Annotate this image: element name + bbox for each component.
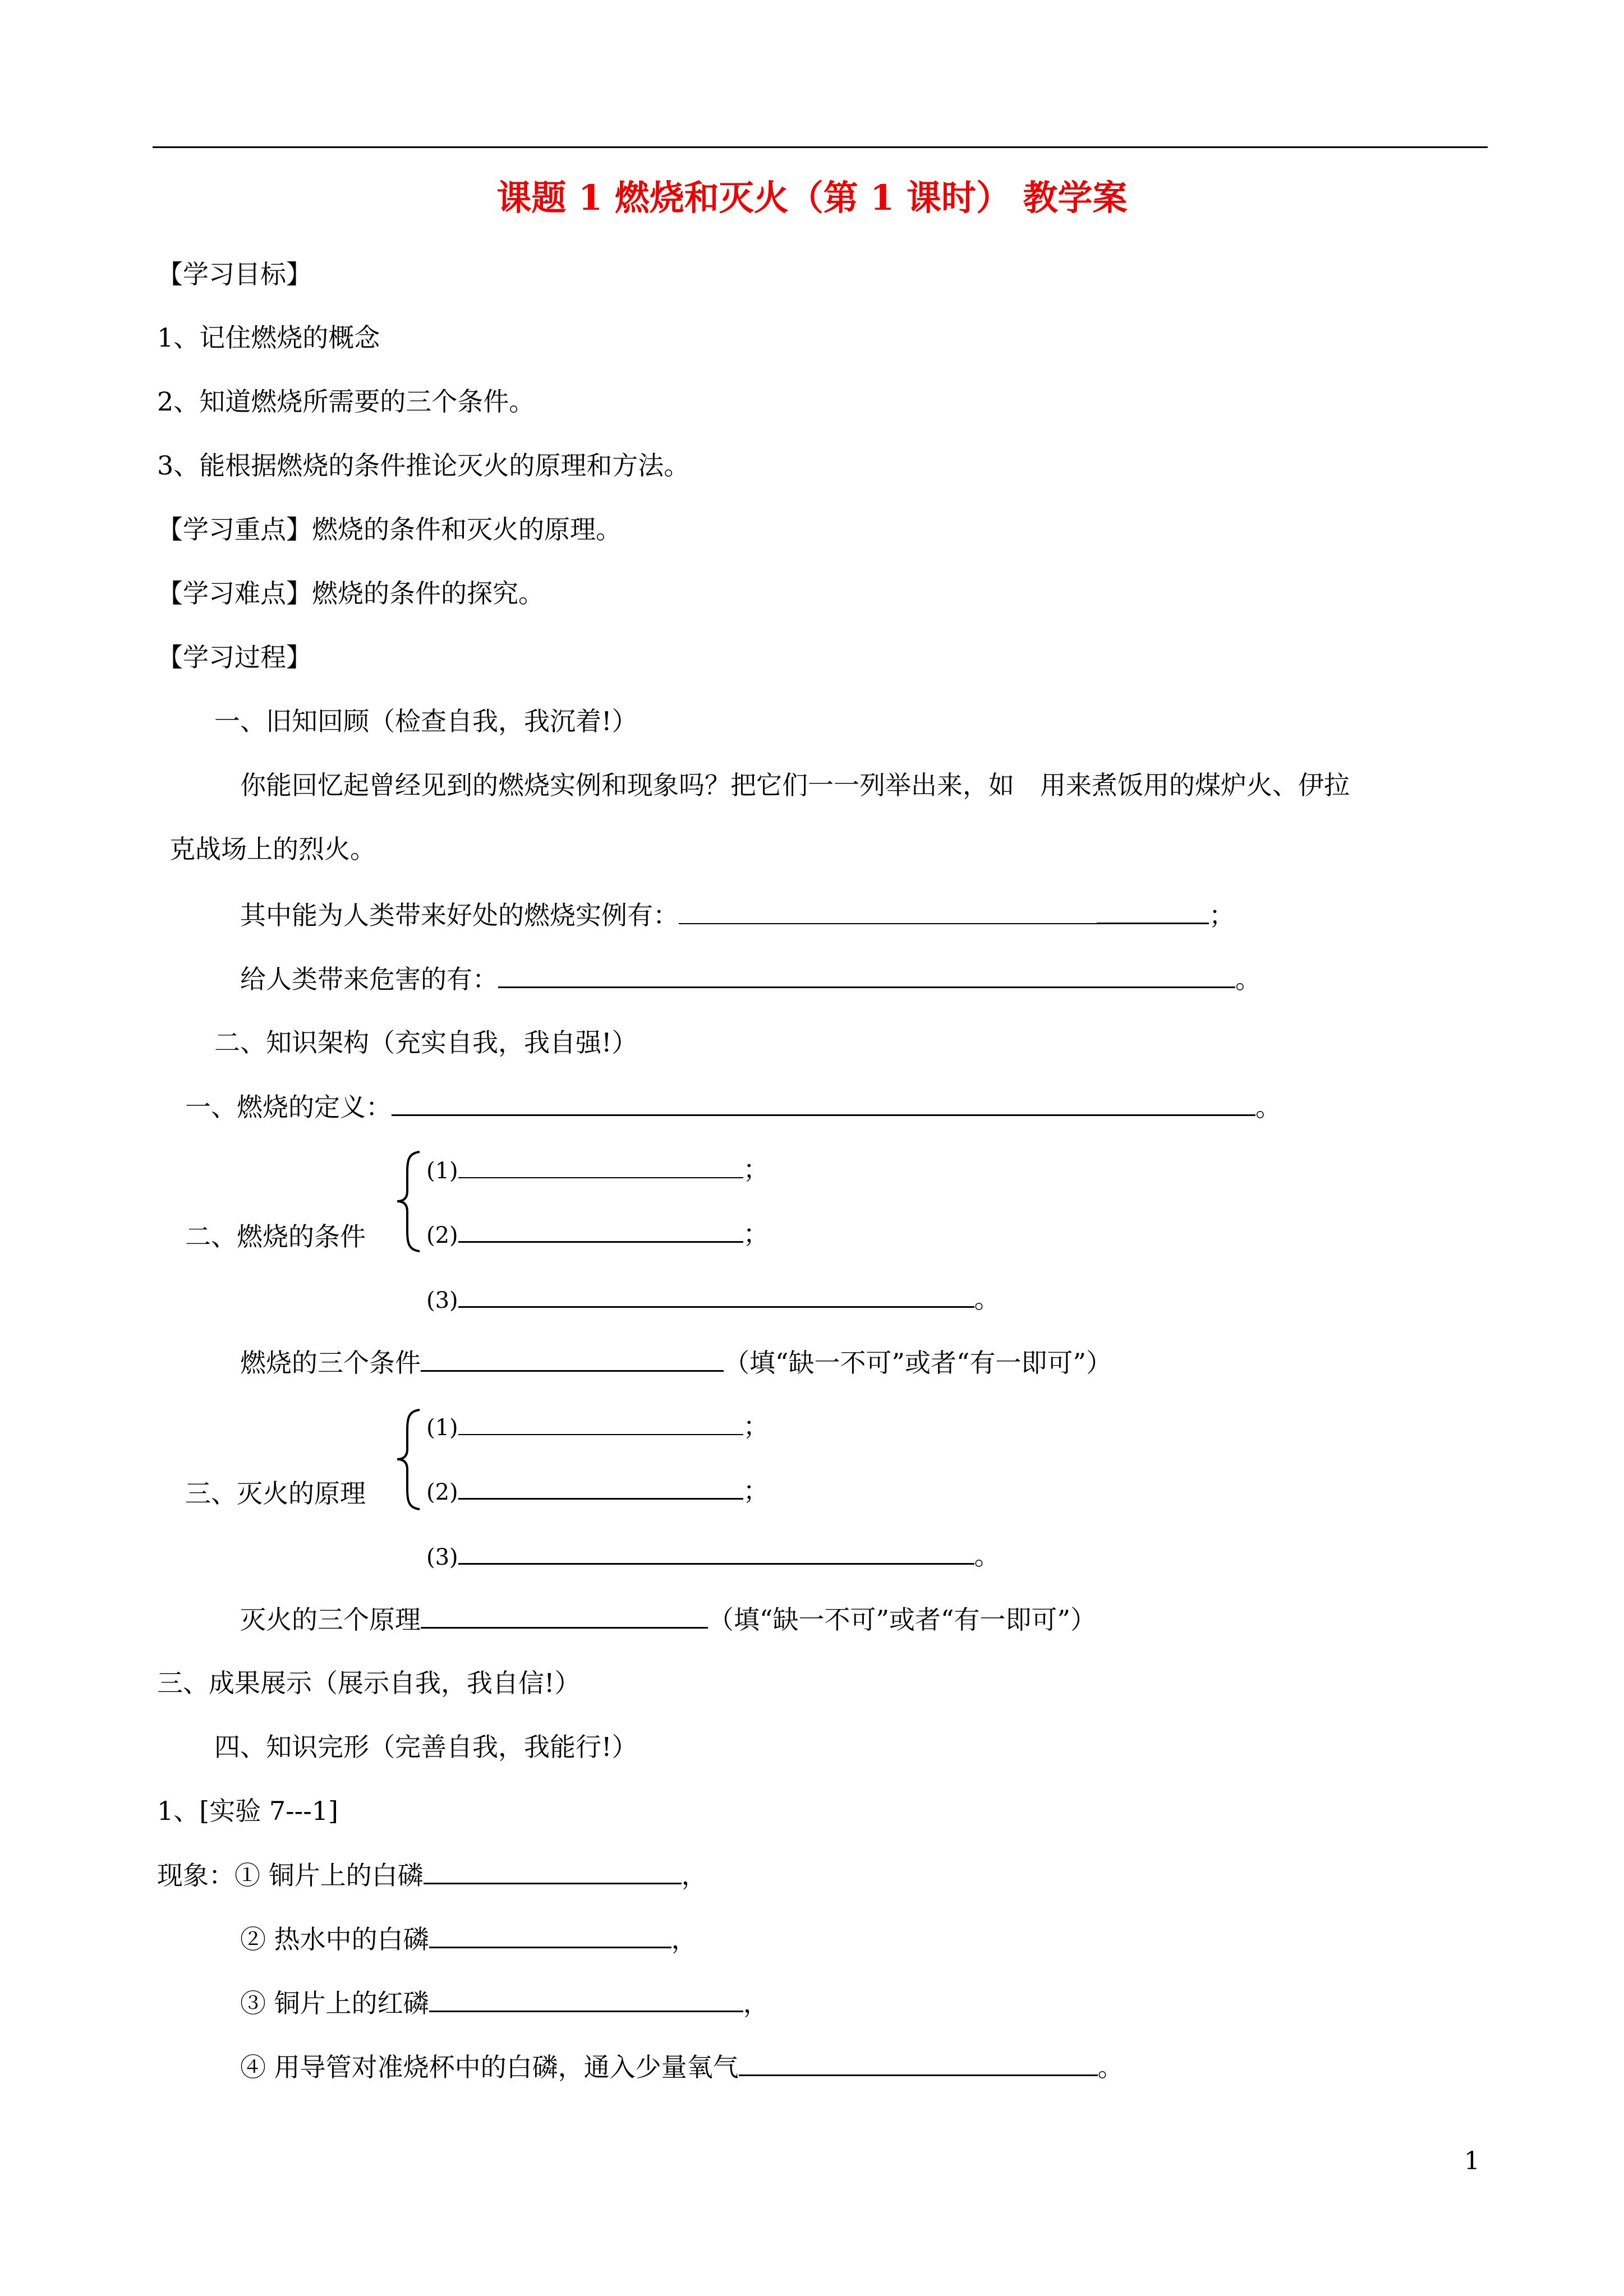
extinguish-brace (393, 1408, 426, 1511)
condition-item-2 (426, 1216, 769, 1252)
condition-num: (3) (426, 1288, 458, 1313)
phenomenon-4-answer-blank[interactable] (739, 2050, 1098, 2076)
review-heading: 一、旧知回顾（检查自我，我沉着!） (214, 706, 638, 736)
extinguish-end: ； (743, 1476, 769, 1506)
extinguish-end: ； (743, 1411, 769, 1441)
showcase-heading: 三、成果展示（展示自我，我自信!） (157, 1668, 581, 1698)
phenomenon-line-3 (240, 1986, 769, 2020)
phenomenon-1-answer-blank[interactable] (424, 1858, 682, 1884)
beneficial-label: 其中能为人类带来好处的燃烧实例有： (240, 900, 679, 930)
definition-end: 。 (1255, 1092, 1281, 1122)
phenomenon-line-2 (240, 1922, 697, 1956)
phenomenon-end: ， (681, 1860, 707, 1891)
condition-2-answer-blank[interactable] (458, 1216, 743, 1243)
extinguish-item-2 (426, 1473, 769, 1509)
condition-end: ； (743, 1154, 769, 1184)
objective-item: 1、记住燃烧的概念 (157, 322, 380, 353)
condition-end: ； (743, 1219, 769, 1249)
condition-item-3 (426, 1281, 1000, 1317)
phenomenon-end: ， (671, 1924, 697, 1954)
phenomenon-line-4 (240, 2050, 1124, 2084)
phenomenon-item-text: ② 热水中的白磷 (240, 1924, 429, 1954)
extinguish-num: (1) (426, 1415, 458, 1441)
condition-item-1 (426, 1152, 769, 1188)
conditions-label: 二、燃烧的条件 (185, 1221, 366, 1252)
conditions-summary-label: 燃烧的三个条件 (240, 1348, 421, 1378)
conditions-summary-blank[interactable] (421, 1345, 724, 1372)
harmful-line (240, 962, 1261, 996)
extinguish-summary-blank[interactable] (421, 1602, 708, 1629)
condition-3-answer-blank[interactable] (458, 1281, 974, 1308)
condition-end: 。 (974, 1284, 1000, 1314)
definition-line (185, 1090, 1281, 1124)
definition-answer-blank[interactable] (392, 1090, 1255, 1116)
extinguish-summary-note: （填“缺一不可”或者“有一即可”） (708, 1605, 1097, 1635)
phenomenon-label: 现象： (157, 1860, 234, 1891)
key-point: 【学习重点】燃烧的条件和灭火的原理。 (157, 514, 622, 545)
review-paragraph-line1: 你能回忆起曾经见到的燃烧实例和现象吗？把它们一一列举出来，如 用来煮饭用的煤炉火、伊拉 (240, 770, 1350, 800)
difficulty: 【学习难点】燃烧的条件的探究。 (157, 578, 544, 608)
extinguish-num: (2) (426, 1479, 458, 1505)
condition-1-answer-blank[interactable] (458, 1152, 743, 1178)
beneficial-end: ； (1209, 900, 1235, 930)
beneficial-line (240, 898, 1235, 932)
extinguish-item-1 (426, 1409, 769, 1445)
objective-item: 3、能根据燃烧的条件推论灭火的原理和方法。 (157, 450, 690, 481)
extinguish-3-answer-blank[interactable] (458, 1538, 974, 1565)
conditions-brace (393, 1150, 426, 1253)
harmful-end: 。 (1235, 964, 1261, 994)
phenomenon-item-text: ④ 用导管对准烧杯中的白磷，通入少量氧气 (240, 2052, 739, 2082)
phenomenon-item-text: ③ 铜片上的红磷 (240, 1988, 429, 2018)
extinguish-1-answer-blank[interactable] (458, 1409, 743, 1435)
experiment-label: 1、[实验 7---1] (157, 1796, 338, 1826)
extinguish-item-3 (426, 1538, 1000, 1574)
page-number: 1 (1464, 2147, 1480, 2175)
completion-heading: 四、知识完形（完善自我，我能行!） (214, 1732, 638, 1762)
framework-heading: 二、知识架构（充实自我，我自强!） (214, 1027, 638, 1058)
objectives-heading: 【学习目标】 (157, 259, 312, 289)
extinguish-end: 。 (974, 1541, 1000, 1571)
phenomenon-3-answer-blank[interactable] (429, 1986, 743, 2012)
extinguish-num: (3) (426, 1545, 458, 1570)
harmful-answer-blank[interactable] (498, 962, 1235, 988)
phenomenon-end: 。 (1097, 2052, 1124, 2082)
review-paragraph-line2: 克战场上的烈火。 (169, 834, 376, 864)
extinguish-label: 三、灭火的原理 (185, 1478, 366, 1509)
harmful-label: 给人类带来危害的有： (240, 964, 498, 994)
extinguish-summary-label: 灭火的三个原理 (240, 1605, 421, 1635)
definition-label: 一、燃烧的定义： (185, 1092, 392, 1122)
process-heading: 【学习过程】 (157, 642, 312, 672)
phenomenon-2-answer-blank[interactable] (429, 1922, 671, 1948)
objective-item: 2、知道燃烧所需要的三个条件。 (157, 386, 535, 417)
condition-num: (2) (426, 1223, 458, 1248)
phenomenon-line-1 (157, 1858, 707, 1892)
extinguish-summary-line (240, 1602, 1096, 1636)
extinguish-2-answer-blank[interactable] (458, 1473, 743, 1500)
phenomenon-end: ， (743, 1988, 769, 2018)
beneficial-answer-blank[interactable] (679, 898, 1097, 924)
beneficial-answer-blank-tail[interactable] (1097, 898, 1209, 924)
condition-num: (1) (426, 1158, 458, 1184)
phenomenon-item-text: ① 铜片上的白磷 (234, 1860, 424, 1891)
header-rule (153, 146, 1488, 148)
conditions-summary-line (240, 1345, 1112, 1380)
conditions-summary-note: （填“缺一不可”或者“有一即可”） (724, 1348, 1112, 1378)
page-title: 课题 1 燃烧和灭火（第 1 课时） 教学案 (496, 177, 1128, 218)
